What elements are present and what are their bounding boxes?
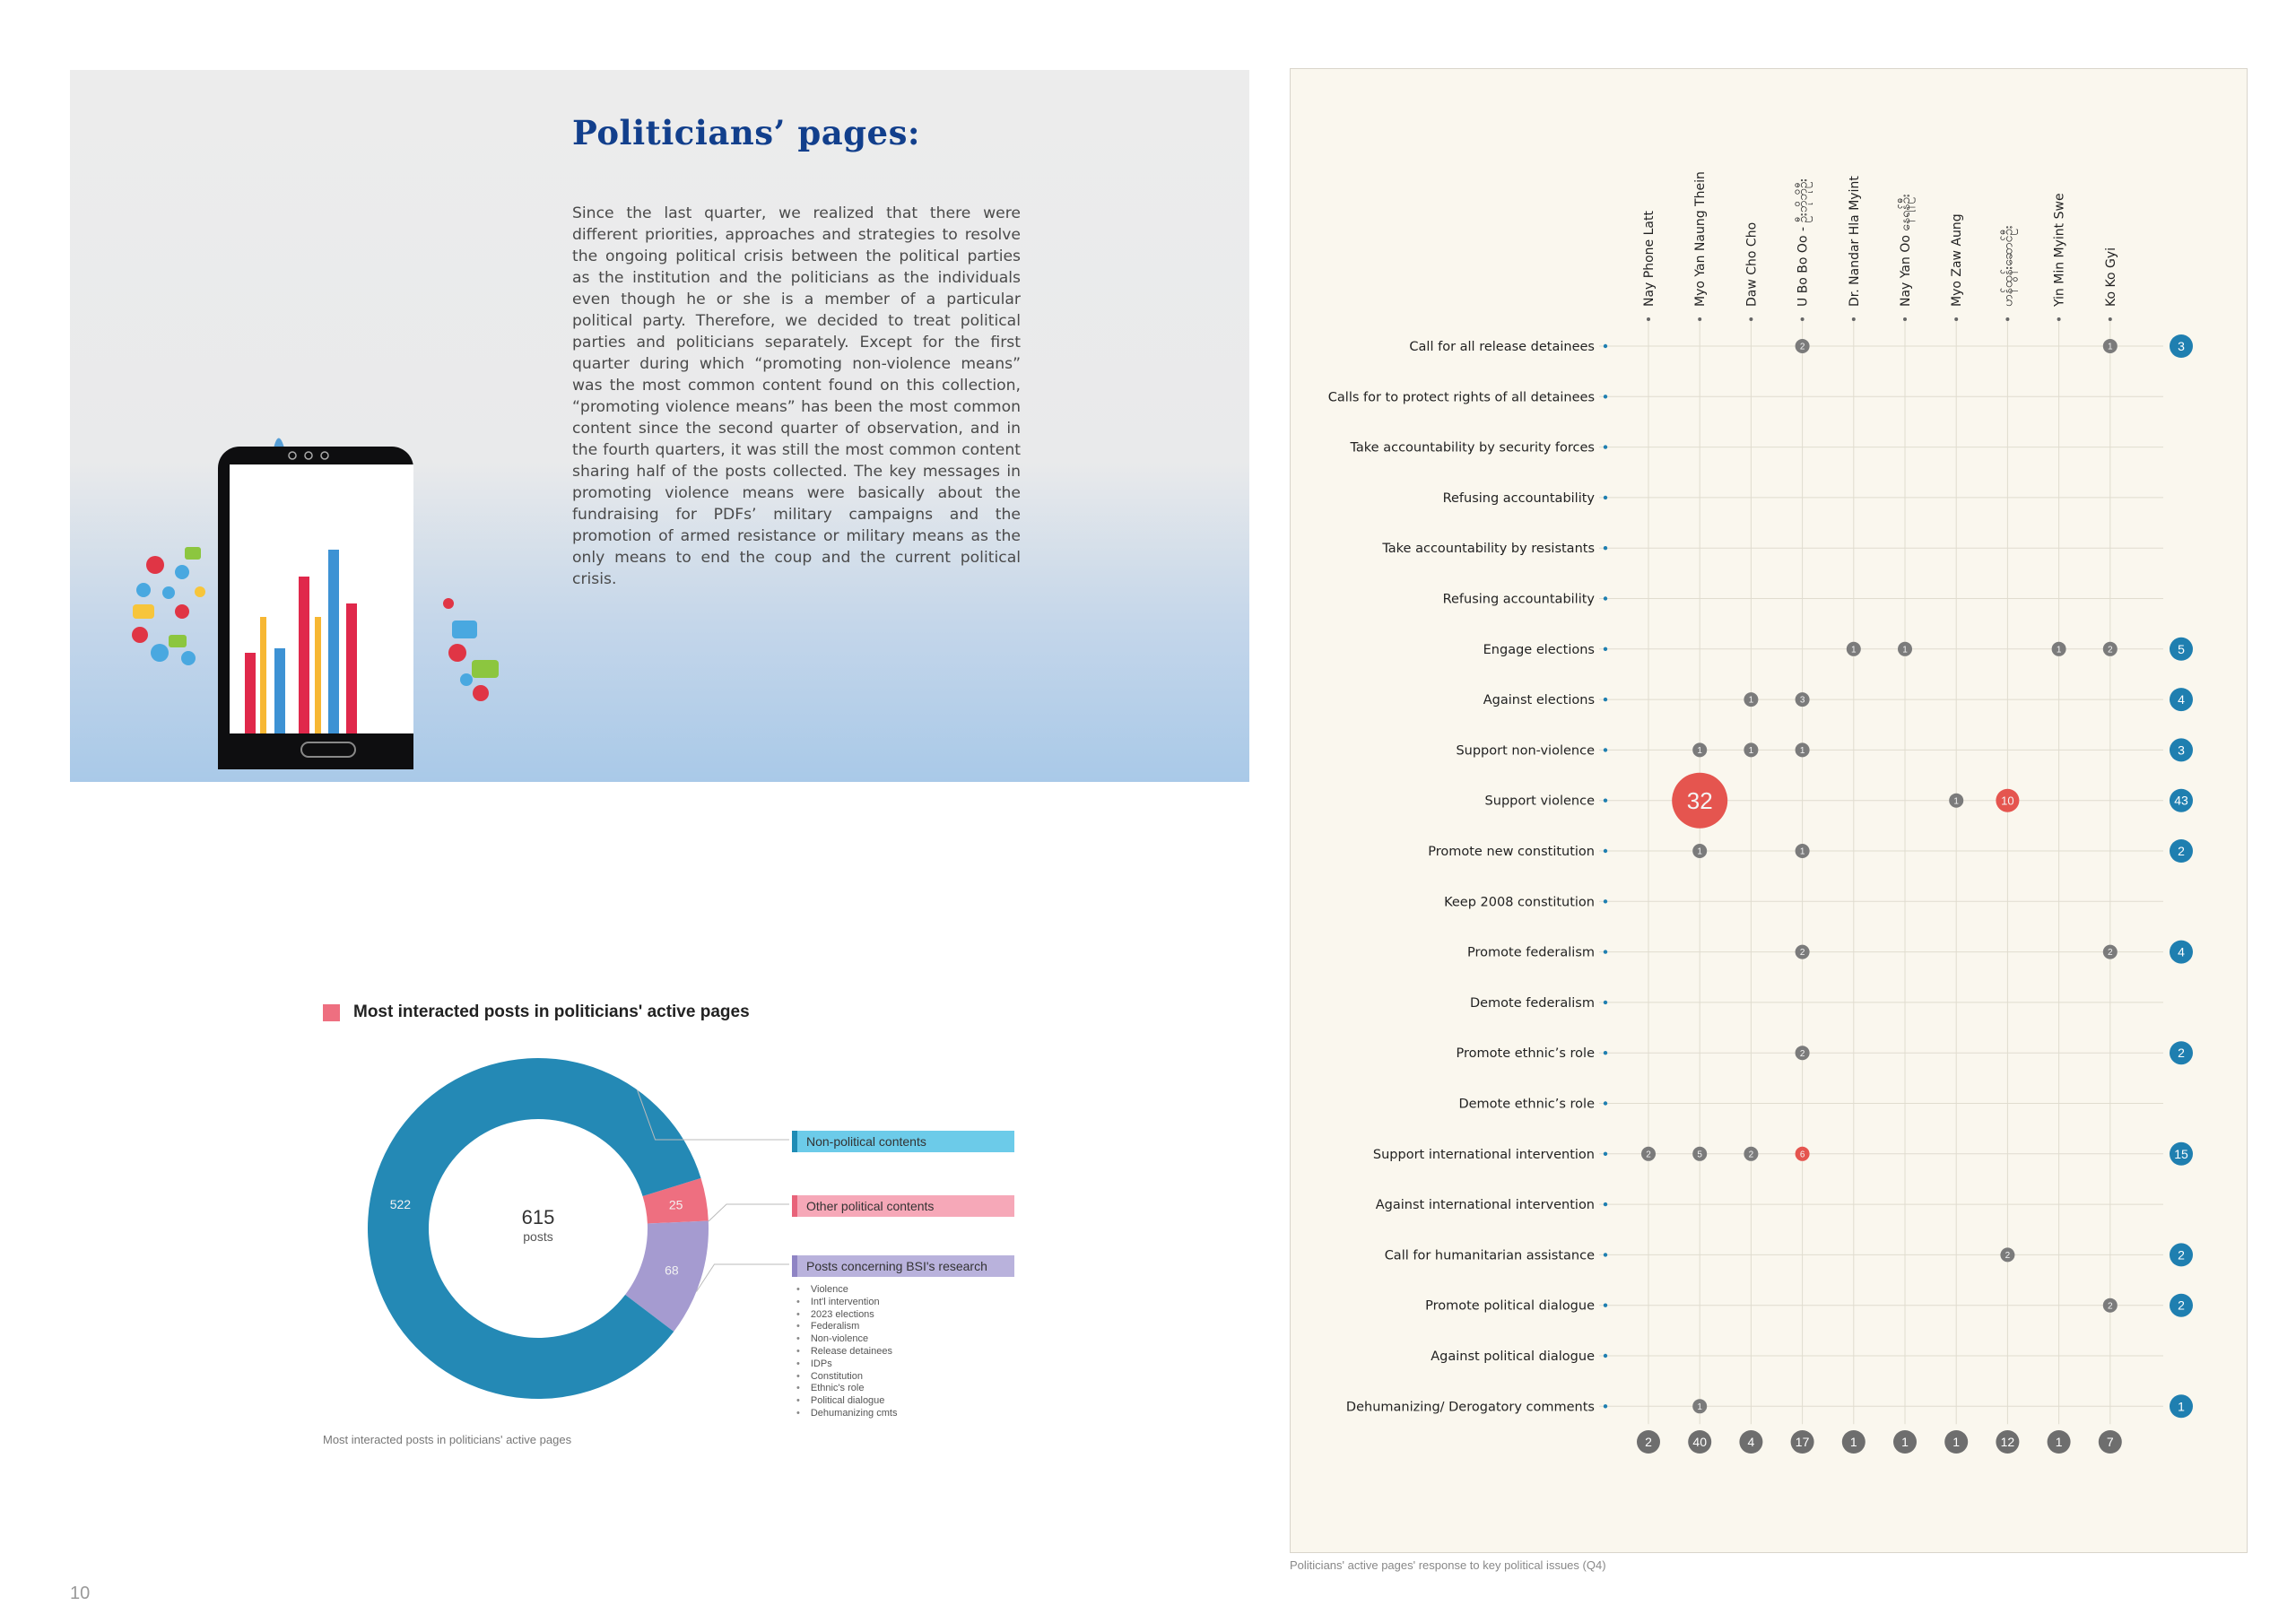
row-label: Support violence xyxy=(1484,794,1595,809)
row-total-value: 2 xyxy=(2178,1298,2185,1313)
column-marker xyxy=(2005,317,2009,321)
column-header: U Bo Bo Oo - ဦးဘိုဘိုဦး xyxy=(1796,178,1811,307)
list-item: • Non-violence xyxy=(796,1333,897,1346)
row-label: Promote ethnic’s role xyxy=(1456,1046,1595,1062)
social-icons-left xyxy=(132,547,205,665)
matrix-cell-value: 1 xyxy=(2108,342,2113,352)
hero-panel xyxy=(70,70,1249,782)
row-label: Against elections xyxy=(1483,693,1595,708)
column-header: Dr. Nandar Hla Myint xyxy=(1847,176,1862,307)
matrix-cell-value: 1 xyxy=(1851,645,1857,655)
row-label: Engage elections xyxy=(1483,642,1595,657)
row-total-value: 2 xyxy=(2178,1247,2185,1263)
matrix-cell-value: 1 xyxy=(1953,796,1959,807)
row-marker xyxy=(1604,445,1607,448)
matrix-cell-value: 1 xyxy=(2056,645,2062,655)
list-item: • Constitution xyxy=(796,1371,897,1384)
donut-label-non-political: Non-political contents xyxy=(792,1131,1014,1152)
row-total-value: 15 xyxy=(2174,1146,2188,1161)
row-label: Keep 2008 constitution xyxy=(1444,895,1595,910)
matrix-cell-value: 2 xyxy=(1799,342,1805,352)
matrix-cell-value: 32 xyxy=(1686,787,1713,815)
matrix-cell-value: 2 xyxy=(2005,1251,2011,1261)
row-marker xyxy=(1604,1152,1607,1156)
column-total-value: 4 xyxy=(1747,1435,1755,1449)
page-title: Politicians’ pages: xyxy=(572,113,921,152)
column-marker xyxy=(2057,317,2061,321)
row-label: Support non-violence xyxy=(1456,743,1595,759)
list-item: • 2023 elections xyxy=(796,1309,897,1322)
row-label: Against political dialogue xyxy=(1431,1350,1595,1364)
row-total-value: 2 xyxy=(2178,1046,2185,1061)
row-marker xyxy=(1604,799,1607,803)
donut-leader-line xyxy=(696,1264,789,1291)
row-label: Promote new constitution xyxy=(1428,845,1595,859)
matrix-cell-value: 2 xyxy=(2108,1301,2113,1312)
column-total-value: 1 xyxy=(1849,1435,1857,1449)
row-total-value: 5 xyxy=(2178,641,2185,656)
matrix-cell-value: 1 xyxy=(1799,846,1805,857)
row-marker xyxy=(1604,1101,1607,1105)
legend-swatch xyxy=(323,1004,340,1021)
row-total-value: 3 xyxy=(2178,339,2185,353)
column-header: Daw Cho Cho xyxy=(1744,221,1760,307)
page-number: 10 xyxy=(70,1584,91,1603)
row-marker xyxy=(1604,849,1607,853)
donut-slice-value: 522 xyxy=(389,1196,412,1211)
list-item: • Ethnic's role xyxy=(796,1383,897,1395)
row-marker xyxy=(1604,748,1607,751)
matrix-cell-value: 1 xyxy=(1697,1402,1702,1412)
column-marker xyxy=(1647,317,1650,321)
row-marker xyxy=(1604,496,1607,499)
matrix-caption: Politicians' active pages' response to key political issues (Q4) xyxy=(1290,1558,1606,1572)
row-total-value: 1 xyxy=(2178,1399,2185,1414)
row-marker xyxy=(1604,344,1607,348)
column-header: Myo Zaw Aung xyxy=(1950,213,1965,307)
row-label: Promote political dialogue xyxy=(1425,1298,1595,1314)
list-item: • Release detainees xyxy=(796,1346,897,1358)
matrix-cell-value: 5 xyxy=(1697,1150,1702,1160)
row-marker xyxy=(1604,1304,1607,1307)
column-marker xyxy=(2109,317,2112,321)
row-total-value: 4 xyxy=(2178,692,2185,707)
column-marker xyxy=(1801,317,1805,321)
matrix-cell-value: 1 xyxy=(1902,645,1908,655)
list-item: • Dehumanizing cmts xyxy=(796,1408,897,1420)
row-label: Take accountability by resistants xyxy=(1382,542,1595,557)
column-header: Myo Yan Naung Thein xyxy=(1693,171,1709,307)
column-total-value: 7 xyxy=(2106,1435,2114,1449)
row-marker xyxy=(1604,647,1607,651)
column-marker xyxy=(1698,317,1701,321)
row-marker xyxy=(1604,1202,1607,1206)
row-marker xyxy=(1604,1354,1607,1358)
matrix-cell-value: 3 xyxy=(1799,695,1805,706)
social-icons-right xyxy=(443,598,499,701)
column-marker xyxy=(1749,317,1752,321)
row-label: Refusing accountability xyxy=(1442,592,1595,607)
column-header: ဟန်ထွန်းဆောင်ဦး xyxy=(2001,225,2016,307)
row-label: Promote federalism xyxy=(1467,945,1595,960)
column-total-value: 17 xyxy=(1795,1435,1810,1449)
row-marker xyxy=(1604,546,1607,550)
matrix-cell-value: 2 xyxy=(1646,1150,1651,1160)
list-item: • Federalism xyxy=(796,1321,897,1333)
donut-slice-value: 25 xyxy=(668,1197,683,1212)
donut-caption: Most interacted posts in politicians' active pages xyxy=(323,1433,572,1446)
matrix-cell-value: 1 xyxy=(1697,846,1702,857)
donut-slice-value: 68 xyxy=(665,1263,679,1278)
issue-response-matrix xyxy=(1290,68,2248,1553)
row-label: Demote federalism xyxy=(1469,995,1595,1011)
row-total-value: 2 xyxy=(2178,844,2185,858)
column-header: Nay Yan Oo နေရန်ဦး xyxy=(1899,194,1913,307)
column-marker xyxy=(1903,317,1907,321)
matrix-cell-value: 1 xyxy=(1697,746,1702,756)
column-marker xyxy=(1954,317,1958,321)
column-header: Yin Min Myint Swe xyxy=(2052,193,2067,307)
row-marker xyxy=(1604,950,1607,953)
donut-leader-line xyxy=(709,1204,789,1221)
row-label: Against international intervention xyxy=(1375,1198,1595,1213)
row-label: Dehumanizing/ Derogatory comments xyxy=(1345,1400,1595,1415)
matrix-cell-value: 1 xyxy=(1748,746,1754,756)
row-marker xyxy=(1604,1253,1607,1256)
matrix-cell-value: 6 xyxy=(1799,1150,1805,1160)
donut-legend-title: Most interacted posts in politicians' active pages xyxy=(353,1002,750,1021)
matrix-cell-value: 2 xyxy=(1748,1150,1754,1160)
column-marker xyxy=(1852,317,1856,321)
row-total-value: 4 xyxy=(2178,944,2185,959)
column-header: Nay Phone Latt xyxy=(1642,211,1657,307)
row-marker xyxy=(1604,1051,1607,1055)
row-marker xyxy=(1604,596,1607,600)
column-total-value: 12 xyxy=(2000,1435,2015,1449)
list-item: • IDPs xyxy=(796,1358,897,1371)
row-label: Demote ethnic’s role xyxy=(1458,1097,1595,1112)
row-label: Support international intervention xyxy=(1372,1147,1595,1162)
smartphone-chart-illustration xyxy=(97,339,509,769)
column-total-value: 1 xyxy=(1901,1435,1909,1449)
row-label: Take accountability by security forces xyxy=(1350,440,1595,456)
column-header: Ko Ko Gyi xyxy=(2103,247,2118,307)
row-marker xyxy=(1604,1001,1607,1004)
bsi-topics-list xyxy=(796,1284,897,1420)
donut-label-bsi-research: Posts concerning BSI's research xyxy=(792,1255,1014,1277)
row-label: Calls for to protect rights of all detainees xyxy=(1327,390,1595,405)
matrix-cell-value: 1 xyxy=(1799,746,1805,756)
donut-label-other-political: Other political contents xyxy=(792,1195,1014,1217)
donut-total-label: posts xyxy=(523,1229,553,1244)
column-total-value: 40 xyxy=(1692,1435,1707,1449)
row-total-value: 3 xyxy=(2178,742,2185,758)
row-total-value: 43 xyxy=(2174,793,2188,808)
donut-chart xyxy=(359,1040,789,1417)
column-total-value: 2 xyxy=(1645,1435,1652,1449)
matrix-cell-value: 2 xyxy=(2108,645,2113,655)
list-item: • Political dialogue xyxy=(796,1395,897,1408)
row-marker xyxy=(1604,395,1607,398)
row-marker xyxy=(1604,1404,1607,1408)
matrix-cell-value: 2 xyxy=(2108,948,2113,959)
list-item: • Violence xyxy=(796,1284,897,1297)
row-label: Call for humanitarian assistance xyxy=(1384,1248,1595,1263)
row-marker xyxy=(1604,899,1607,903)
row-label: Refusing accountability xyxy=(1442,490,1595,506)
matrix-cell-value: 10 xyxy=(2001,794,2014,808)
donut-total: 615 xyxy=(521,1206,555,1228)
matrix-cell-value: 1 xyxy=(1748,695,1754,706)
column-total-value: 1 xyxy=(2055,1435,2063,1449)
intro-paragraph: Since the last quarter, we realized that there were different priorities, approaches and strategies to resolve the ongoing political crisis between the political parties as the institution and the politicians as the individuals even though he or she is a member of a particular political party. Therefore, we decided to treat political parties and politicians separately. Except for the first quarter during which “promoting non-violence means” was the most common content found on this collection, “promoting violence means” has been the most common content since the second quarter of observation, and in the fourth quarters, it was still the most common content sharing half of the posts collected. The key messages in promoting violence means were basically about the fundraising for PDFs’ military campaigns and the promotion of armed resistance or military means as the only means to end the coup and the current political crisis. xyxy=(572,204,1021,588)
matrix-cell-value: 2 xyxy=(1799,1048,1805,1059)
row-marker xyxy=(1604,698,1607,701)
matrix-cell-value: 2 xyxy=(1799,948,1805,959)
row-label: Call for all release detainees xyxy=(1409,340,1595,354)
list-item: • Int'l intervention xyxy=(796,1297,897,1309)
column-total-value: 1 xyxy=(1952,1435,1961,1449)
